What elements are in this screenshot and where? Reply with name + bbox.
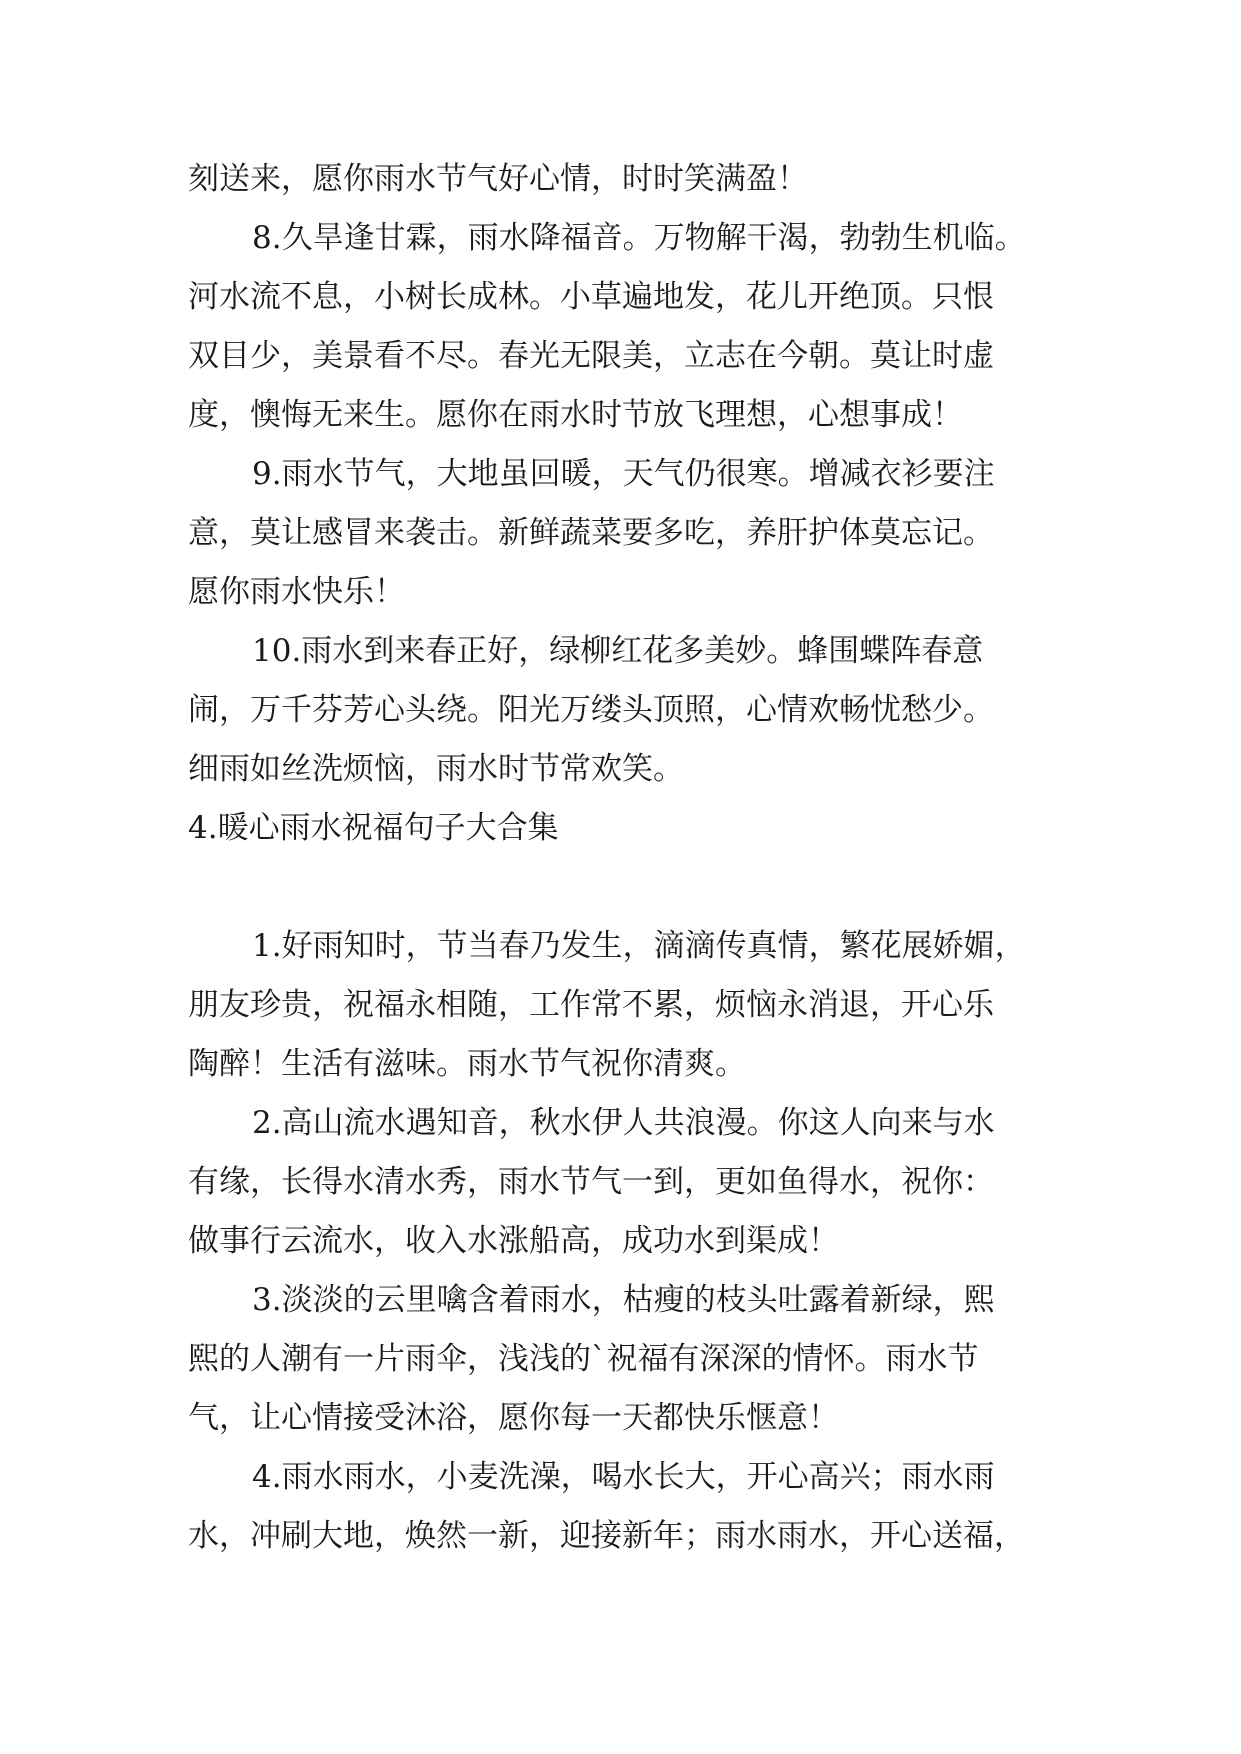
blank-line (188, 858, 1058, 917)
paragraph-line: 陶醉！生活有滋味。雨水节气祝你清爽。 (188, 1046, 746, 1082)
paragraph-line: 度，懊悔无来生。愿你在雨水时节放飞理想，心想事成！ (188, 397, 963, 433)
paragraph-line: 9.雨水节气，大地虽回暖，天气仍很寒。增减衣衫要注 (252, 456, 995, 492)
paragraph-line: 愿你雨水快乐！ (188, 574, 405, 610)
paragraph-line: 3.淡淡的云里噙含着雨水，枯瘦的枝头吐露着新绿，熙 (252, 1282, 995, 1318)
section-heading: 4.暖心雨水祝福句子大合集 (188, 810, 559, 846)
paragraph-line: 2.高山流水遇知音，秋水伊人共浪漫。你这人向来与水 (252, 1105, 995, 1141)
document-body (188, 150, 1058, 1566)
paragraph-line: 闹，万千芬芳心头绕。阳光万缕头顶照，心情欢畅忧愁少。 (188, 692, 994, 728)
paragraph-line: 1.好雨知时，节当春乃发生，滴滴传真情，繁花展娇媚， (252, 928, 1026, 964)
paragraph-line: 朋友珍贵，祝福永相随，工作常不累，烦恼永消退，开心乐 (188, 987, 994, 1023)
paragraph-line: 刻送来，愿你雨水节气好心情，时时笑满盈！ (188, 161, 808, 197)
paragraph-line: 有缘，长得水清水秀，雨水节气一到，更如鱼得水，祝你： (188, 1164, 994, 1200)
paragraph-line: 水，冲刷大地，焕然一新，迎接新年；雨水雨水，开心送福， (188, 1518, 1025, 1554)
paragraph-line: 意，莫让感冒来袭击。新鲜蔬菜要多吃，养肝护体莫忘记。 (188, 515, 994, 551)
paragraph-line: 4.雨水雨水，小麦洗澡，喝水长大，开心高兴；雨水雨 (252, 1459, 995, 1495)
paragraph-line: 气，让心情接受沐浴，愿你每一天都快乐惬意！ (188, 1400, 839, 1436)
paragraph-line: 河水流不息，小树长成林。小草遍地发，花儿开绝顶。只恨 (188, 279, 994, 315)
paragraph-line: 双目少，美景看不尽。春光无限美，立志在今朝。莫让时虚 (188, 338, 994, 374)
paragraph-line: 熙的人潮有一片雨伞，浅浅的`祝福有深深的情怀。雨水节 (188, 1341, 979, 1377)
paragraph-line: 做事行云流水，收入水涨船高，成功水到渠成！ (188, 1223, 839, 1259)
paragraph-line: 10.雨水到来春正好，绿柳红花多美妙。蜂围蝶阵春意 (252, 633, 984, 669)
paragraph-line: 8.久旱逢甘霖，雨水降福音。万物解干渴，勃勃生机临。 (252, 220, 1026, 256)
paragraph-line: 细雨如丝洗烦恼，雨水时节常欢笑。 (188, 751, 684, 787)
